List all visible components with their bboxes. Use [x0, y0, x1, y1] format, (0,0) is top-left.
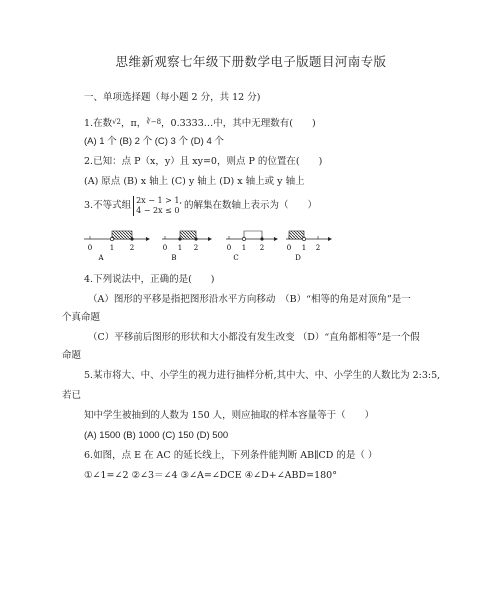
- question-2-options: (A) 原点 (B) x 轴上 (C) y 轴上 (D) x 轴上或 y 轴上: [84, 176, 305, 187]
- tick-label: 1: [109, 244, 115, 252]
- sqrt-two: √2: [112, 118, 121, 126]
- q3-suffix: 的解集在数轴上表示为（ ）: [183, 200, 317, 211]
- question-4-option-ab: （A）图形的平移是指把图形沿水平方向移动 （B）“相等的角是对顶角”是一: [88, 294, 411, 305]
- inequality-1: 2x − 1 > 1,: [136, 196, 182, 205]
- question-4-stem: 4.下列说法中，正确的是( ): [84, 274, 215, 285]
- section-heading: 一、单项选择题（每小题 2 分，共 12 分): [84, 92, 261, 103]
- tick-label: 2: [315, 244, 321, 252]
- tick-label: 2: [259, 244, 265, 252]
- cube-root-neg-eight: ∛−8: [146, 118, 162, 126]
- q1-suffix: ，0.3333…中，其中无理数有( ): [161, 118, 316, 129]
- tick-label: 0: [162, 244, 168, 252]
- number-line-b: [162, 231, 212, 262]
- option-label-c: C: [233, 254, 239, 262]
- question-1-stem: [84, 116, 316, 130]
- tick-label: 1: [241, 244, 247, 252]
- question-2-stem: 2.已知：点 P（x，y）且 xy=0，则点 P 的位置在( ): [84, 156, 323, 167]
- question-5-stem: 5.某市将大、中、小学生的视力进行抽样分析,其中大、中、小学生的人数比为 2:3:5,: [84, 370, 441, 381]
- page-title: 思维新观察七年级下册数学电子版题目河南专版: [115, 54, 387, 69]
- question-1-options: (A) 1 个 (B) 2 个 (C) 3 个 (D) 4 个: [84, 136, 224, 147]
- tick-label: 0: [286, 244, 292, 252]
- question-6-stem: 6.如图，点 E 在 AC 的延长线上，下列条件能判断 AB∥CD 的是（ ）: [84, 450, 378, 461]
- option-label-b: B: [171, 254, 177, 262]
- inequality-2: 4 − 2x ≤ 0: [136, 206, 180, 215]
- tick-label: 0: [87, 244, 93, 252]
- tick-label: 2: [129, 244, 135, 252]
- tick-label: 0: [226, 244, 232, 252]
- number-line-a: [84, 231, 150, 262]
- question-6-conditions: ①∠1=∠2 ②∠3＝∠4 ③∠A=∠DCE ④∠D+∠ABD=180°: [84, 470, 337, 481]
- question-4-option-cd-cont: 命题: [62, 350, 82, 361]
- q1-pi: ，π，: [121, 118, 147, 129]
- question-4-option-cd: （C）平移前后图形的形状和大小都没有发生改变 （D）“直角都相等”是一个假: [88, 332, 420, 343]
- question-4-option-ab-cont: 个真命题: [62, 312, 101, 323]
- number-line-c: [226, 231, 278, 262]
- tick-label: 2: [193, 244, 199, 252]
- number-line-options: [84, 226, 334, 266]
- question-5-stem-cont-2: 知中学生被抽到的人数为 150 人，则应抽取的样本容量等于（ ）: [84, 410, 375, 421]
- number-line-d: [286, 231, 332, 262]
- option-label-a: A: [98, 254, 104, 262]
- tick-label: 1: [177, 244, 183, 252]
- question-5-stem-cont: 若已: [62, 390, 82, 401]
- tick-label: 1: [301, 244, 307, 252]
- question-3-stem: [84, 196, 317, 216]
- inequality-system: [133, 196, 182, 216]
- option-label-d: D: [295, 254, 301, 262]
- q1-prefix: 1.在数: [84, 118, 113, 129]
- question-5-options: (A) 1500 (B) 1000 (C) 150 (D) 500: [84, 430, 229, 441]
- q3-prefix: 3.不等式组: [84, 200, 132, 211]
